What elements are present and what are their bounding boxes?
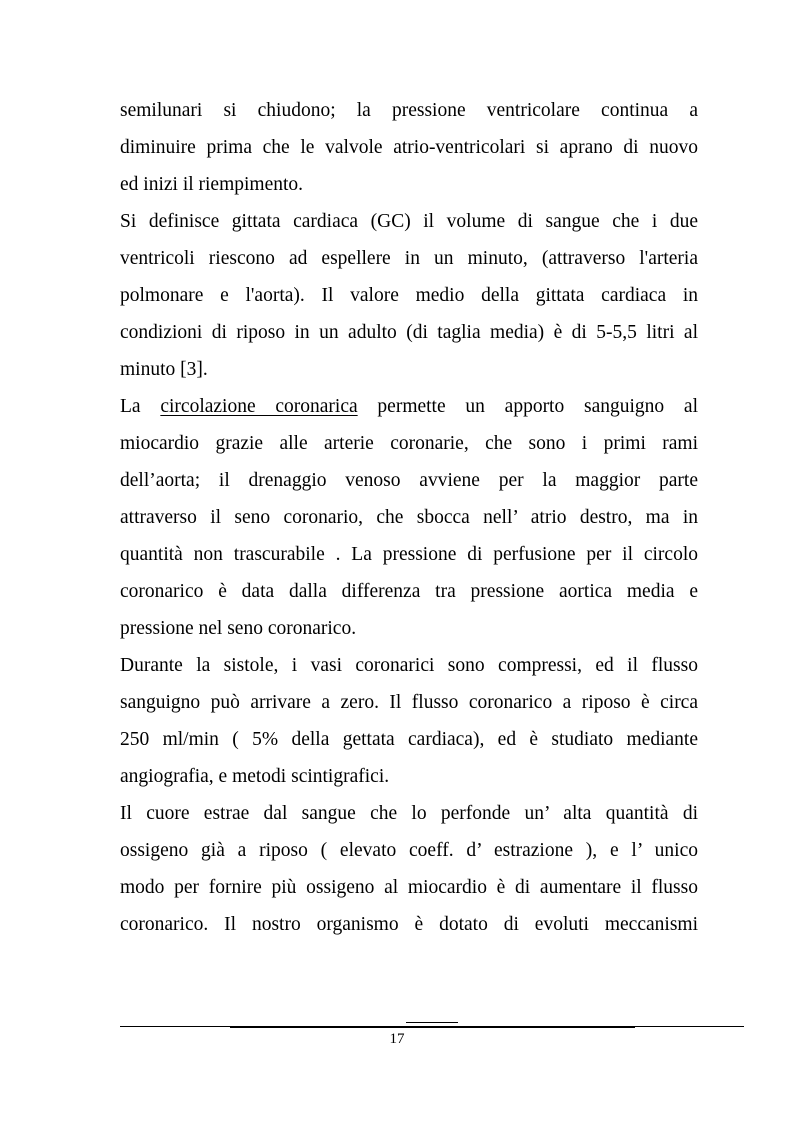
text-line: ventricoli riescono ad espellere in un minuto, (attraverso l'arteria [120,248,698,269]
text-line: polmonare e l'aorta). Il valore medio della gittata cardiaca in [120,285,698,306]
text-line: coronarico è data dalla differenza tra pressione aortica media e [120,581,698,602]
text-line: 250 ml/min ( 5% della gettata cardiaca), ed è studiato mediante [120,729,698,750]
text-line: coronarico. Il nostro organismo è dotato di evoluti meccanismi [120,914,698,935]
text-line: ossigeno già a riposo ( elevato coeff. d’ estrazione ), e l’ unico [120,840,698,861]
page-number: 17 [389,1031,405,1047]
text-line: attraverso il seno coronario, che sbocca nell’ atrio destro, ma in [120,507,698,528]
text-line: semilunari si chiudono; la pressione ventricolare continua a [120,100,698,121]
text-line: quantità non trascurabile . La pressione di perfusione per il circolo [120,544,698,565]
footer-rule-thick [230,1026,635,1028]
text-line: sanguigno può arrivare a zero. Il flusso coronarico a riposo è circa [120,692,698,713]
text-line: Durante la sistole, i vasi coronarici sono compressi, ed il flusso [120,655,698,676]
text-line: modo per fornire più ossigeno al miocardio è di aumentare il flusso [120,877,698,898]
text-line: condizioni di riposo in un adulto (di taglia media) è di 5-5,5 litri al [120,322,698,343]
text-line: Si definisce gittata cardiaca (GC) il volume di sangue che i due [120,211,698,232]
text-line: diminuire prima che le valvole atrio-ventricolari si aprano di nuovo [120,137,698,158]
text-line: miocardio grazie alle arterie coronarie, che sono i primi rami [120,433,698,454]
text-span: La [120,396,161,417]
text-line: ed inizi il riempimento. [120,174,304,195]
text-line [120,388,698,425]
text-line: minuto [3]. [120,359,208,380]
text-line: pressione nel seno coronarico. [120,618,357,639]
text-span: permette un apporto sanguigno al [357,396,698,417]
footer-rule-center [406,1022,458,1023]
text-line: angiografia, e metodi scintigrafici. [120,766,390,787]
body-text [120,92,698,943]
text-line: Il cuore estrae dal sangue che lo perfonde un’ alta quantità di [120,803,698,824]
underlined-term: circolazione coronarica [160,396,358,417]
text-line: dell’aorta; il drenaggio venoso avviene per la maggior parte [120,470,698,491]
